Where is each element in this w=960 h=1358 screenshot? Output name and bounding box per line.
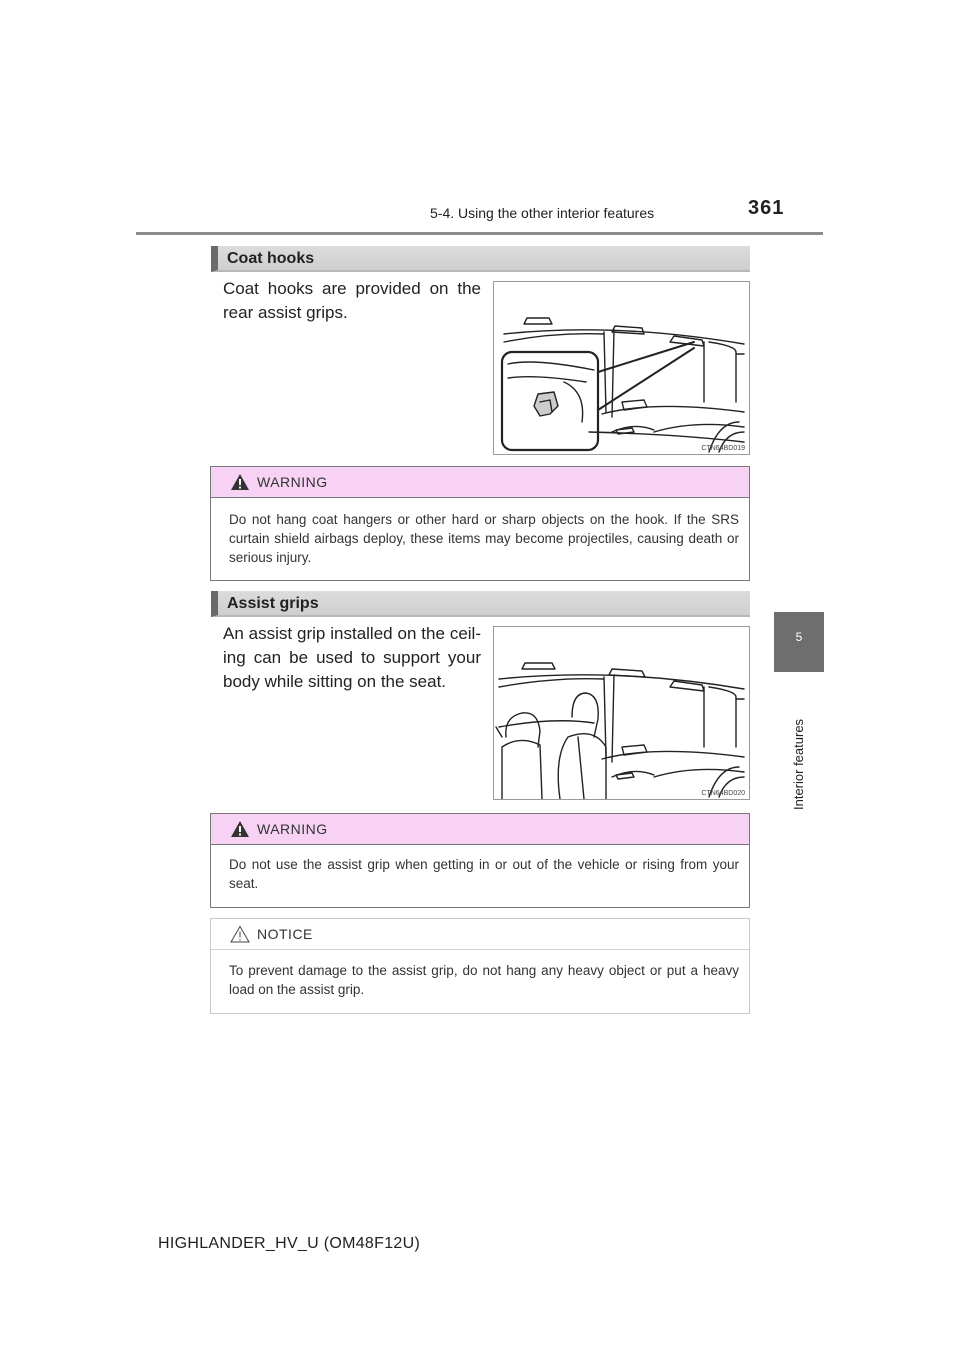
page-number: 361 xyxy=(748,197,785,219)
figure-code: CTN64BD020 xyxy=(701,790,745,797)
warning-triangle-icon xyxy=(230,820,250,838)
chapter-title: Interior features xyxy=(791,718,806,810)
chapter-title-vertical xyxy=(774,680,824,810)
header-divider xyxy=(136,232,823,235)
warning-box-assist-grips xyxy=(210,813,750,908)
warning-header xyxy=(211,814,749,845)
notice-label: NOTICE xyxy=(257,926,313,942)
section-heading-assist-grips xyxy=(211,591,750,617)
section-body-assist-grips: An assist grip installed on the ceil-ing can be used to support your body while sitting on the seat. xyxy=(223,624,481,691)
notice-triangle-icon xyxy=(230,925,250,943)
manual-footer: HIGHLANDER_HV_U (OM48F12U) xyxy=(158,1235,421,1252)
warning-header xyxy=(211,467,749,498)
assist-grip-drawing xyxy=(494,627,750,800)
warning-triangle-icon xyxy=(230,473,250,491)
warning-label: WARNING xyxy=(257,474,328,490)
warning-label: WARNING xyxy=(257,821,328,837)
section-heading-coat-hooks xyxy=(211,246,750,272)
section-body-coat-hooks: Coat hooks are provided on the rear assist grips. xyxy=(223,279,481,322)
coat-hook-illustration xyxy=(493,281,750,455)
notice-header xyxy=(211,919,749,950)
notice-box-assist-grips xyxy=(210,918,750,1014)
warning-text: Do not hang coat hangers or other hard or sharp objects on the hook. If the SRS curtain shield airbags deploy, these items may become projectiles, causing death or serious injury. xyxy=(229,512,739,565)
section-breadcrumb: 5-4. Using the other interior features xyxy=(430,205,655,221)
assist-grip-illustration xyxy=(493,626,750,800)
notice-text: To prevent damage to the assist grip, do not hang any heavy object or put a heavy load on the assist grip. xyxy=(229,963,739,997)
coat-hook-drawing xyxy=(494,282,750,455)
section-title: Coat hooks xyxy=(227,250,315,267)
chapter-tab xyxy=(774,612,824,672)
warning-text: Do not use the assist grip when getting in or out of the vehicle or rising from your seat. xyxy=(229,857,739,891)
section-title: Assist grips xyxy=(227,595,319,612)
figure-code: CTN64BD019 xyxy=(701,445,745,452)
warning-box-coat-hooks xyxy=(210,466,750,581)
chapter-number: 5 xyxy=(795,630,803,644)
